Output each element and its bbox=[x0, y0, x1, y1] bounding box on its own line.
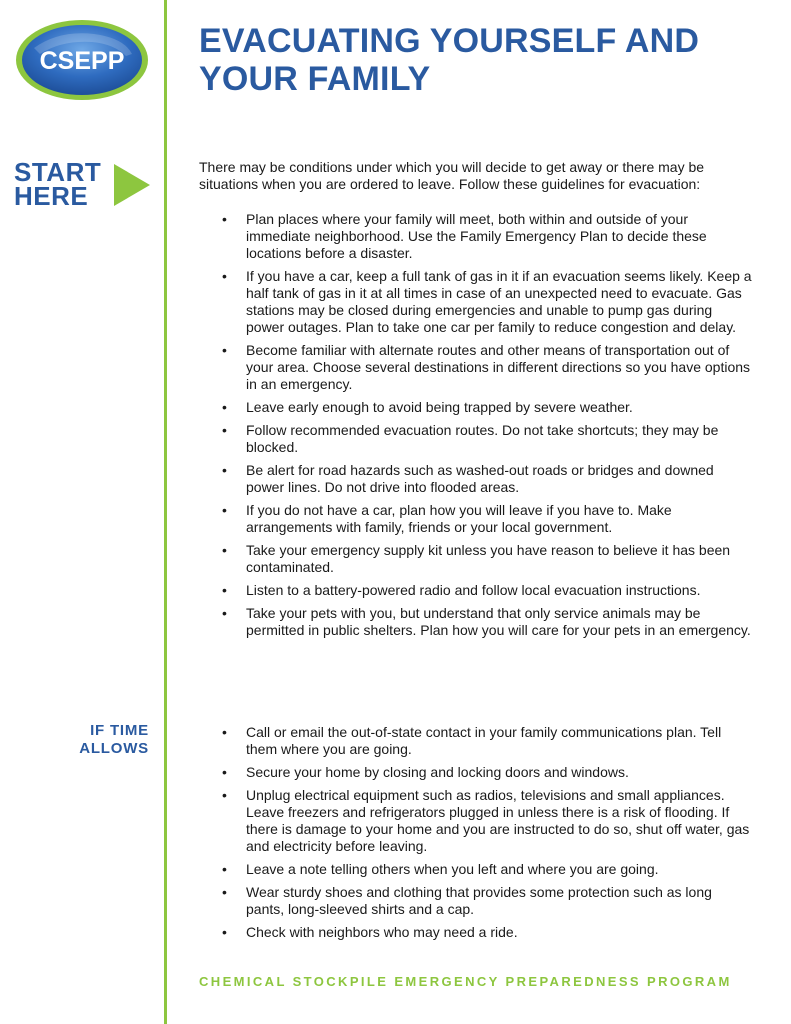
list-item bbox=[222, 884, 752, 918]
bullet-icon: • bbox=[222, 764, 227, 780]
bullet-icon: • bbox=[222, 542, 227, 558]
start-here-marker bbox=[14, 157, 154, 212]
list-item bbox=[222, 924, 752, 941]
logo-text: CSEPP bbox=[39, 47, 125, 75]
list-item bbox=[222, 582, 752, 599]
list-item-text: Take your pets with you, but understand that only service animals may be permitted in public shelters. Plan how you will care for your pets in an emergency. bbox=[246, 605, 751, 638]
list-item bbox=[222, 605, 752, 639]
list-item-text: Call or email the out-of-state contact in your family communications plan. Tell them where you are going. bbox=[246, 724, 722, 757]
bullet-icon: • bbox=[222, 861, 227, 877]
if-time-line1: IF TIME bbox=[90, 722, 149, 739]
if-time-line2: ALLOWS bbox=[79, 740, 149, 757]
bullet-icon: • bbox=[222, 787, 227, 803]
csepp-logo bbox=[14, 18, 150, 102]
list-item bbox=[222, 724, 752, 758]
if-time-list bbox=[222, 724, 752, 947]
bullet-icon: • bbox=[222, 582, 227, 598]
list-item bbox=[222, 342, 752, 393]
bullet-icon: • bbox=[222, 462, 227, 478]
vertical-divider bbox=[164, 0, 167, 1024]
bullet-icon: • bbox=[222, 268, 227, 284]
list-item bbox=[222, 502, 752, 536]
list-item-text: Plan places where your family will meet, both within and outside of your immediate neighborhood. Use the Family Emergency Plan to decide these locations before a disaster. bbox=[246, 211, 707, 261]
list-item bbox=[222, 764, 752, 781]
bullet-icon: • bbox=[222, 211, 227, 227]
list-item-text: If you have a car, keep a full tank of gas in it if an evacuation seems likely. Keep a half tank of gas in it at all times in case of an unexpected need to evacuate. Gas stations may be closed during emergencies and unable to pump gas during power outages. Plan to take one car per family to reduce congestion and delay. bbox=[246, 268, 752, 335]
csepp-logo-icon bbox=[14, 18, 150, 102]
if-time-allows-heading bbox=[40, 722, 149, 758]
right-arrow-icon bbox=[114, 164, 150, 206]
list-item-text: Wear sturdy shoes and clothing that provides some protection such as long pants, long-sleeved shirts and a cap. bbox=[246, 884, 712, 917]
list-item-text: Become familiar with alternate routes and other means of transportation out of your area. Choose several destinations in different directions so you have options in an emergency. bbox=[246, 342, 751, 392]
start-here-line2: HERE bbox=[14, 181, 89, 211]
list-item-text: Leave early enough to avoid being trapped by severe weather. bbox=[246, 399, 633, 415]
list-item bbox=[222, 542, 752, 576]
list-item-text: Leave a note telling others when you left and where you are going. bbox=[246, 861, 659, 877]
intro-paragraph: There may be conditions under which you will decide to get away or there may be situations when you are ordered to leave. Follow these guidelines for evacuation: bbox=[199, 159, 705, 192]
list-item-text: Listen to a battery-powered radio and follow local evacuation instructions. bbox=[246, 582, 701, 598]
bullet-icon: • bbox=[222, 724, 227, 740]
list-item-text: Follow recommended evacuation routes. Do not take shortcuts; they may be blocked. bbox=[246, 422, 719, 455]
list-item-text: If you do not have a car, plan how you will leave if you have to. Make arrangements with family, friends or your local government. bbox=[246, 502, 672, 535]
list-item bbox=[222, 268, 752, 336]
page-title: EVACUATING YOURSELF AND YOUR FAMILY bbox=[199, 22, 700, 98]
bullet-icon: • bbox=[222, 342, 227, 358]
list-item bbox=[222, 422, 752, 456]
list-item-text: Check with neighbors who may need a ride. bbox=[246, 924, 518, 940]
bullet-icon: • bbox=[222, 422, 227, 438]
bullet-icon: • bbox=[222, 605, 227, 621]
program-footer: CHEMICAL STOCKPILE EMERGENCY PREPAREDNESS PROGRAM bbox=[199, 974, 732, 989]
list-item-text: Secure your home by closing and locking doors and windows. bbox=[246, 764, 629, 780]
bullet-icon: • bbox=[222, 924, 227, 940]
list-item bbox=[222, 861, 752, 878]
list-item-text: Unplug electrical equipment such as radios, televisions and small appliances. Leave freezers and refrigerators plugged in unless there is a risk of flooding. If there is damage to your home and you are instructed to do so, shut off water, gas and electricity before leaving. bbox=[246, 787, 750, 854]
list-item-text: Take your emergency supply kit unless you have reason to believe it has been contaminated. bbox=[246, 542, 731, 575]
list-item bbox=[222, 211, 752, 262]
bullet-icon: • bbox=[222, 502, 227, 518]
bullet-icon: • bbox=[222, 884, 227, 900]
list-item-text: Be alert for road hazards such as washed-out roads or bridges and downed power lines. Do not drive into flooded areas. bbox=[246, 462, 714, 495]
list-item bbox=[222, 399, 752, 416]
bullet-icon: • bbox=[222, 399, 227, 415]
list-item bbox=[222, 787, 752, 855]
list-item bbox=[222, 462, 752, 496]
guidelines-list bbox=[222, 211, 752, 645]
start-here-line1: START bbox=[14, 157, 102, 187]
